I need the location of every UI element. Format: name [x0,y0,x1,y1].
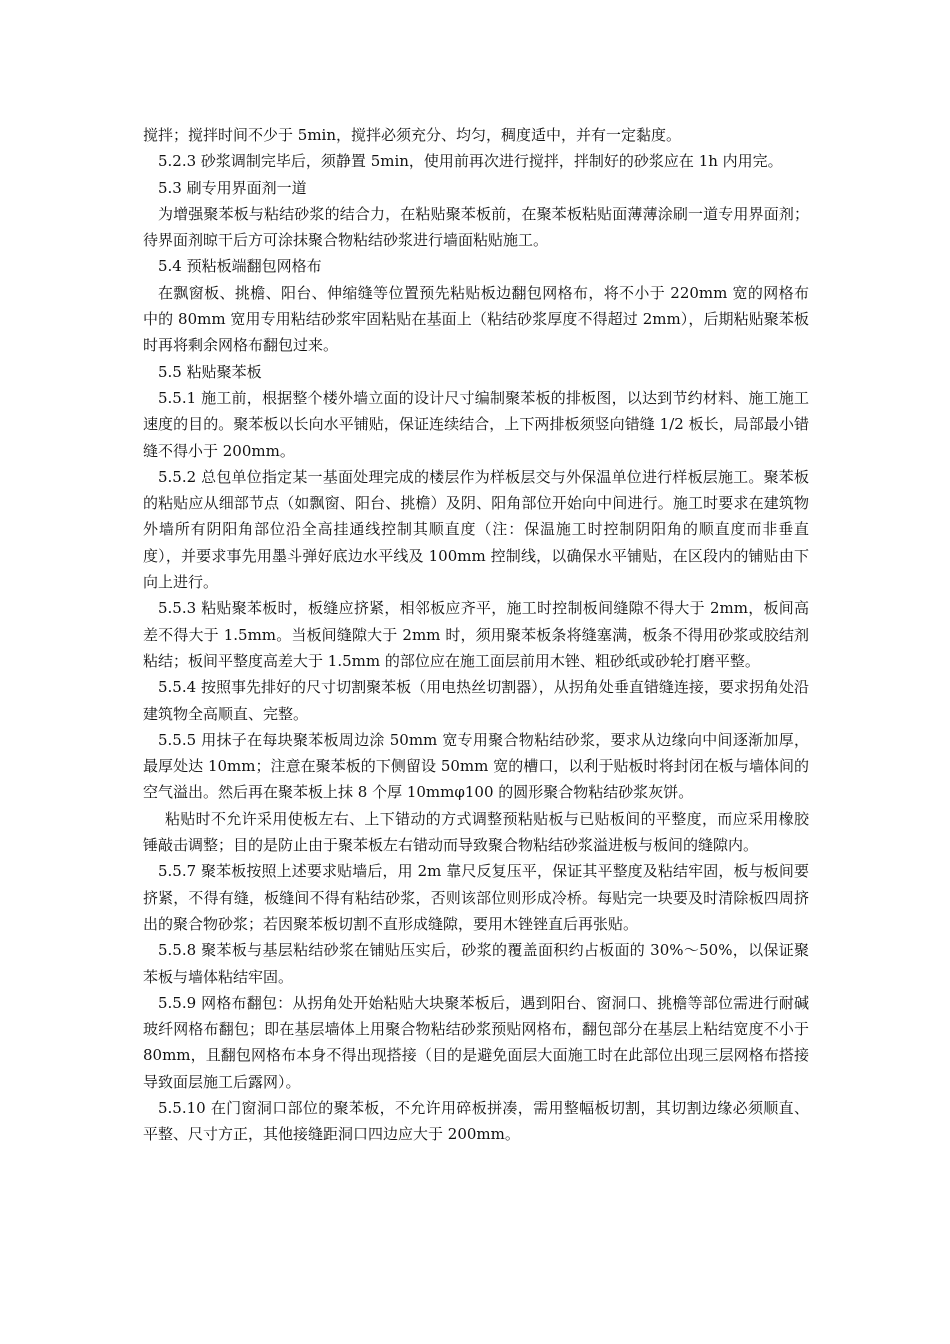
paragraph-5-5-9: 5.5.9 网格布翻包：从拐角处开始粘贴大块聚苯板后，遇到阳台、窗洞口、挑檐等部位需进行耐碱玻纤网格布翻包；即在基层墙体上用聚合物粘结砂浆预贴网格布，翻包部分在基层上粘结宽度不小于 80mm，且翻包网格布本身不得出现搭接（目的是避免面层大面施工时在此部位出现三层网格布搭接导致面层施工后露网）。 [143,993,809,1091]
paragraph-5-5-7: 5.5.7 聚苯板按照上述要求贴墙后，用 2m 靠尺反复压平，保证其平整度及粘结牢固，板与板间要挤紧，不得有缝，板缝间不得有粘结砂浆，否则该部位则形成冷桥。每贴完一块要及时清除板四周挤出的聚合物砂浆；若因聚苯板切割不直形成缝隙，要用木锉锉直后再张贴。 [143,862,809,933]
heading-5-4: 5.4 预粘板端翻包网格布 [158,257,322,276]
paragraph-5-5-3: 5.5.3 粘贴聚苯板时，板缝应挤紧，相邻板应齐平，施工时控制板间缝隙不得大于 2mm，板间高差不得大于 1.5mm。当板间缝隙大于 2mm 时，须用聚苯板条将缝塞满，板条不得用砂浆或胶结剂粘结；板间平整度高差大于 1.5mm 的部位应在施工面层前用木锉、粗砂纸或砂轮打磨平整。 [143,599,809,670]
paragraph-5-4-body: 在飘窗板、挑檐、阳台、伸缩缝等位置预先粘贴板边翻包网格布，将不小于 220mm 宽的网格布中的 80mm 宽用专用粘结砂浆牢固粘贴在基面上（粘结砂浆厚度不得超过 2mm），后期粘贴聚苯板时再将剩余网格布翻包过来。 [143,283,809,355]
heading-5-3: 5.3 刷专用界面剂一道 [158,178,307,197]
document-body [143,122,809,1148]
paragraph-5-5-8: 5.5.8 聚苯板与基层粘结砂浆在铺贴压实后，砂浆的覆盖面积约占板面的 30%～50%，以保证聚苯板与墙体粘结牢固。 [143,941,809,986]
paragraph-1: 搅拌；搅拌时间不少于 5min，搅拌必须充分、均匀，稠度适中，并有一定黏度。 [143,126,681,144]
paragraph-5-5-10: 5.5.10 在门窗洞口部位的聚苯板，不允许用碎板拼凑，需用整幅板切割，其切割边缘必须顺直、平整、尺寸方正，其他接缝距洞口四边应大于 200mm。 [143,1098,809,1144]
paragraph-5-5-4: 5.5.4 按照事先排好的尺寸切割聚苯板（用电热丝切割器），从拐角处垂直错缝连接，要求拐角处沿建筑物全高顺直、完整。 [143,678,809,723]
paragraph-5-5-2: 5.5.2 总包单位指定某一基面处理完成的楼层作为样板层交与外保温单位进行样板层施工。聚苯板的粘贴应从细部节点（如飘窗、阳台、挑檐）及阴、阳角部位开始向中间进行。施工时要求在建筑物外墙所有阴阳角部位沿全高挂通线控制其顺直度（注：保温施工时控制阴阳角的顺直度而非垂直度），并要求事先用墨斗弹好底边水平线及 100mm 控制线，以确保水平铺贴，在区段内的铺贴由下向上进行。 [143,467,809,592]
paragraph-5-5-6: 粘贴时不允许采用使板左右、上下错动的方式调整预粘贴板与已贴板间的平整度，而应采用橡胶锤敲击调整；目的是防止由于聚苯板左右错动而导致聚合物粘结砂浆溢进板与板间的缝隙内。 [143,809,809,855]
paragraph-5-5-5: 5.5.5 用抹子在每块聚苯板周边涂 50mm 宽专用聚合物粘结砂浆，要求从边缘向中间逐渐加厚，最厚处达 10mm；注意在聚苯板的下侧留设 50mm 宽的槽口，以利于贴板时将封闭在板与墙体间的空气溢出。然后再在聚苯板上抹 8 个厚 10mmφ100 的圆形聚合物粘结砂浆灰饼。 [143,730,809,802]
paragraph-5-3-body: 为增强聚苯板与粘结砂浆的结合力，在粘贴聚苯板前，在聚苯板粘贴面薄薄涂刷一道专用界面剂；待界面剂晾干后方可涂抹聚合物粘结砂浆进行墙面粘贴施工。 [143,204,809,250]
paragraph-5-5-1: 5.5.1 施工前，根据整个楼外墙立面的设计尺寸编制聚苯板的排板图，以达到节约材料、施工施工速度的目的。聚苯板以长向水平铺贴，保证连续结合，上下两排板须竖向错缝 1/2 板长，局部最小错缝不得小于 200mm。 [143,388,809,460]
paragraph-5-2-3: 5.2.3 砂浆调制完毕后，须静置 5min，使用前再次进行搅拌，拌制好的砂浆应在 1h 内用完。 [158,152,783,171]
heading-5-5: 5.5 粘贴聚苯板 [158,362,262,381]
